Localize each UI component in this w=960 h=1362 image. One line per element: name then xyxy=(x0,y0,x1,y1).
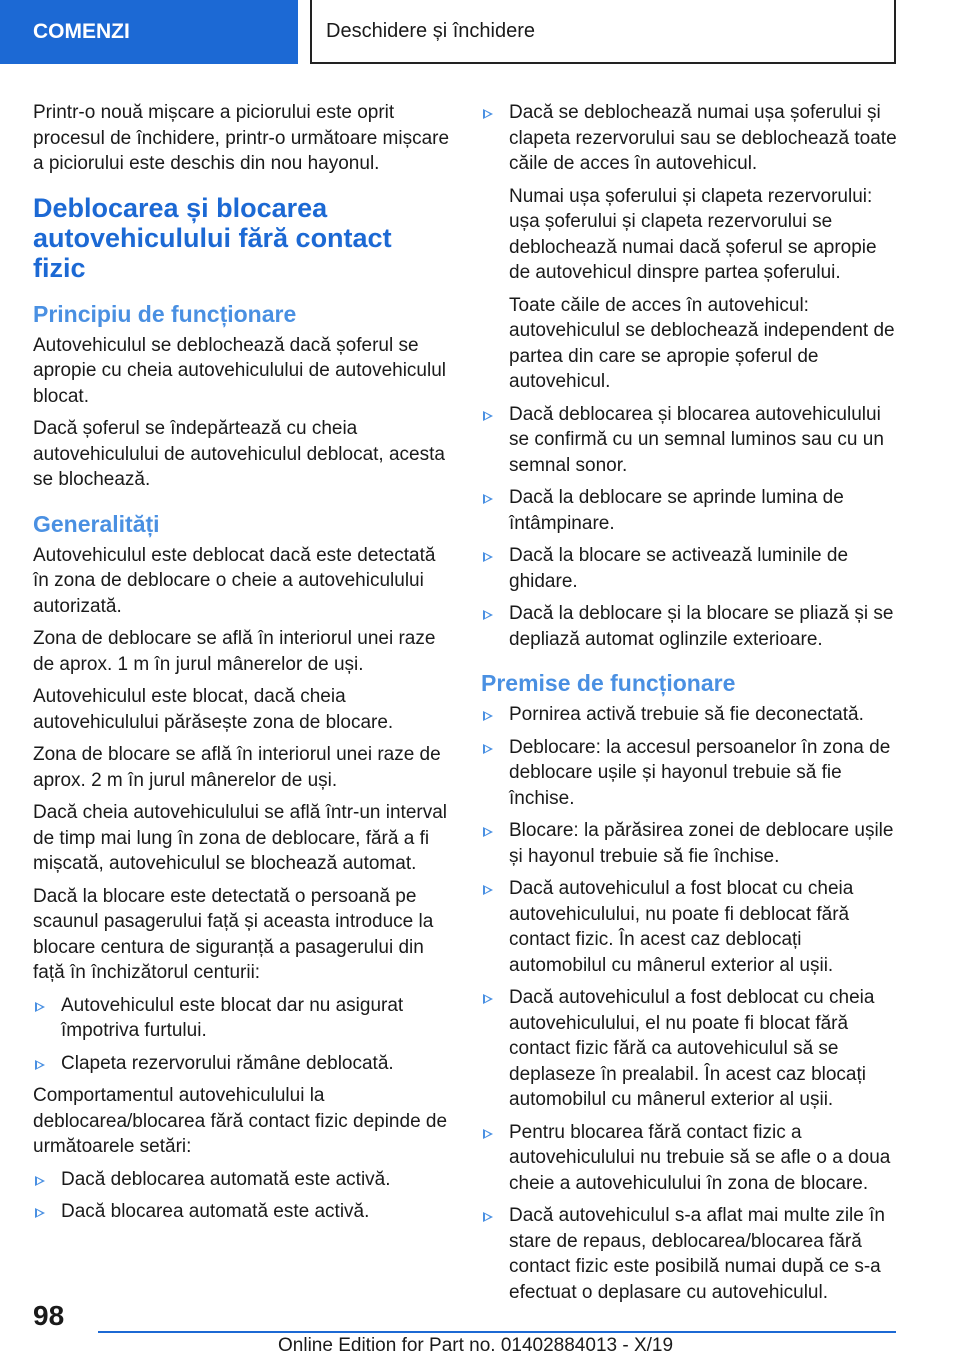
principle-paragraph-2: Dacă șoferul se îndepărtează cu cheia autovehiculului de autovehiculul deblocat, acesta se blochează. xyxy=(33,418,445,490)
list-theft xyxy=(33,993,451,1077)
triangle-bullet-icon xyxy=(483,1212,493,1222)
list-premise xyxy=(481,702,899,1305)
page-number: 98 xyxy=(33,1300,65,1331)
list-item: Dacă la deblocare se aprinde lumina de întâmpinare. xyxy=(481,485,899,536)
list-item: Dacă deblocarea automată este activă. xyxy=(33,1167,451,1193)
list-item: Dacă blocarea automată este activă. xyxy=(33,1199,451,1225)
list-settings-more xyxy=(481,402,899,653)
general-paragraph-4: Zona de blocare se află în interiorul unei raze de aprox. 2 m în jurul mânerelor de uși. xyxy=(33,744,441,791)
general-paragraph-7: Comportamentul autovehiculului la deblocarea/blocarea fără contact fizic depinde de următoarele setări: xyxy=(33,1085,448,1157)
general-paragraph-6: Dacă la blocare este detectată o persoană pe scaunul pasagerului față și aceasta introduce la blocare centura de siguranță a pasagerului din față în închizătorul centurii: xyxy=(33,885,434,983)
triangle-bullet-icon xyxy=(483,827,493,837)
list-item: Clapeta rezervorului rămâne deblocată. xyxy=(33,1051,451,1077)
section-tab: COMENZI xyxy=(0,0,298,64)
left-column xyxy=(33,100,451,1232)
general-paragraph-5: Dacă cheia autovehiculului se află într-un interval de timp mai lung în zona de deblocare, fără a fi mișcată, autovehiculul se blochează automat. xyxy=(33,802,448,874)
list-settings xyxy=(33,1167,451,1225)
list-item: Dacă autovehiculul a fost deblocat cu cheia autovehiculului, el nu poate fi blocat fără contact fizic fără ca autovehiculul să se deplaseze în prealabil. În acest caz blocați automobilul cu mânerul exterior al ușii. xyxy=(481,985,899,1113)
triangle-bullet-icon xyxy=(483,744,493,754)
triangle-bullet-icon xyxy=(35,1176,45,1186)
list-item: Dacă se deblochează numai ușa șoferului și clapeta rezervorului sau se deblochează toate căile de acces în autovehicul. xyxy=(481,100,899,177)
triangle-bullet-icon xyxy=(483,411,493,421)
triangle-bullet-icon xyxy=(35,1060,45,1070)
general-paragraph-1: Autovehiculul este deblocat dacă este detectată în zona de deblocare o cheie a autovehiculului autorizată. xyxy=(33,544,436,617)
list-item: Pentru blocarea fără contact fizic a autovehiculului nu trebuie să se afle o a doua cheie a autovehiculului în zona de blocare. xyxy=(481,1120,899,1197)
general-paragraph-3: Autovehiculul este blocat, dacă cheia autovehiculului părăsește zona de blocare. xyxy=(33,686,394,733)
footer-divider xyxy=(98,1331,896,1333)
triangle-bullet-icon xyxy=(483,994,493,1004)
main-heading: Deblocarea și blocarea autovehiculului fără contact fizic xyxy=(33,192,392,283)
list-item: Dacă autovehiculul a fost blocat cu cheia autovehiculului, nu poate fi deblocat fără contact fizic. În acest caz deblocați automobilul cu mânerul exterior al ușii. xyxy=(481,876,899,978)
list-item: Autovehiculul este blocat dar nu asigurat împotriva furtului. xyxy=(33,993,451,1044)
principle-paragraph-1: Autovehiculul se deblochează dacă șoferul se apropie cu cheia autovehiculului de autovehiculul blocat. xyxy=(33,334,447,407)
list-item: Dacă la blocare se activează luminile de ghidare. xyxy=(481,543,899,594)
list-item: Blocare: la părăsirea zonei de deblocare ușile și hayonul trebuie să fie închise. xyxy=(481,818,899,869)
list-item: Dacă autovehiculul s-a aflat mai multe zile în stare de repaus, deblocarea/blocarea fără contact fizic este posibilă numai după ce s-a efectuat o deplasare cu autovehiculul. xyxy=(481,1203,899,1305)
triangle-bullet-icon xyxy=(483,494,493,504)
triangle-bullet-icon xyxy=(35,1208,45,1218)
edition-footer: Online Edition for Part no. 01402884013 - X/19 xyxy=(278,1335,674,1356)
triangle-bullet-icon xyxy=(483,109,493,119)
premise-heading: Premise de funcționare xyxy=(481,670,736,696)
triangle-bullet-icon xyxy=(483,885,493,895)
sub-paragraph-driver-door: Numai ușa șoferului și clapeta rezervorului: ușa șoferului și clapeta rezervorului se deblochează numai dacă șoferul se apropie de autovehicul dinspre partea șoferului. xyxy=(509,185,877,283)
general-paragraph-2: Zona de deblocare se află în interiorul unei raze de aprox. 1 m în jurul mânerelor de uși. xyxy=(33,628,436,675)
triangle-bullet-icon xyxy=(483,552,493,562)
list-settings-continued xyxy=(481,100,899,177)
triangle-bullet-icon xyxy=(483,1129,493,1139)
triangle-bullet-icon xyxy=(35,1002,45,1012)
list-item: Deblocare: la accesul persoanelor în zona de deblocare ușile și hayonul trebuie să fie închise. xyxy=(481,735,899,812)
intro-paragraph: Printr-o nouă mișcare a piciorului este oprit procesul de închidere, printr-o următoare mișcare a piciorului este deschis din nou hayonul. xyxy=(33,102,450,174)
chapter-title: Deschidere și închidere xyxy=(310,0,896,64)
list-item: Dacă deblocarea și blocarea autovehiculului se confirmă cu un semnal luminos sau cu un semnal sonor. xyxy=(481,402,899,479)
sub-paragraph-all-doors: Toate căile de acces în autovehicul: autovehiculul se deblochează independent de partea din care se apropie șoferul de autovehicul. xyxy=(509,294,895,392)
principle-heading: Principiu de funcționare xyxy=(33,300,297,327)
right-column xyxy=(481,100,899,1312)
triangle-bullet-icon xyxy=(483,610,493,620)
general-heading: Generalități xyxy=(33,510,160,537)
list-item: Pornirea activă trebuie să fie deconectată. xyxy=(481,702,899,728)
list-item: Dacă la deblocare și la blocare se pliază și se depliază automat oglinzile exterioare. xyxy=(481,601,899,652)
triangle-bullet-icon xyxy=(483,711,493,721)
